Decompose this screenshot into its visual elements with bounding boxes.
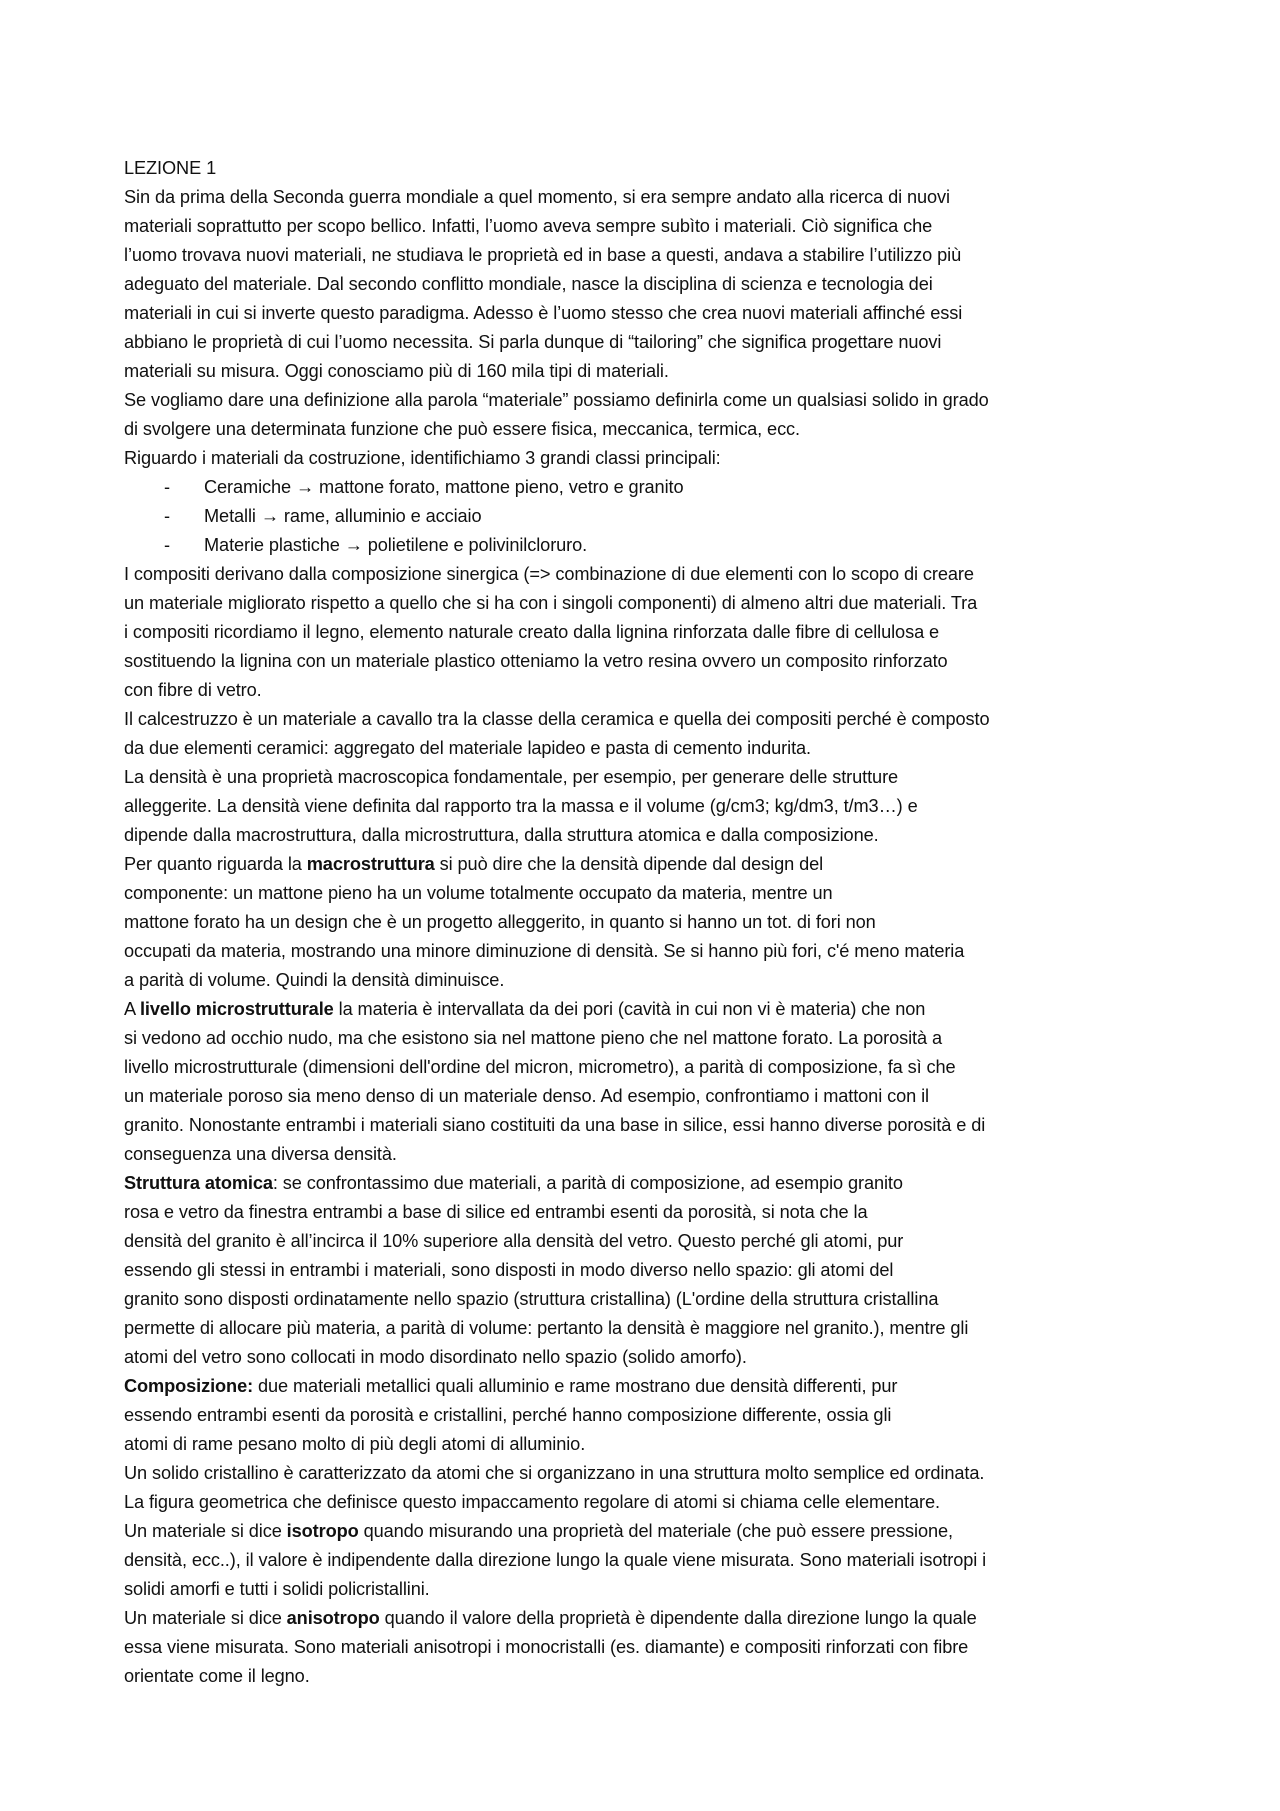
paragraph-macrostructure: Per quanto riguarda la macrostruttura si può dire che la densità dipende dal design del componente: un mattone pieno ha un volume totalmente occupato da materia, mentre un mattone forato ha un design che è un progetto alleggerito, in quanto si hanno un tot. di fori non occupati da materia, mostrando una minore diminuzione di densità. Se si hanno più fori, c'é meno materia a parità di volume. Quindi la densità diminuisce.	[124, 854, 965, 990]
paragraph-concrete: Il calcestruzzo è un materiale a cavallo tra la classe della ceramica e quella dei compositi perché è composto da due elementi ceramici: aggregato del materiale lapideo e pasta di cemento indurita.	[124, 709, 990, 758]
term-macrostruttura: macrostruttura	[306, 854, 435, 874]
material-classes-list	[124, 473, 1174, 560]
paragraph-definition: Se vogliamo dare una definizione alla parola “materiale” possiamo definirla come un qualsiasi solido in grado di svolgere una determinata funzione che può essere fisica, meccanica, termica, ecc.	[124, 390, 989, 439]
document-page	[124, 154, 1174, 1691]
term-struttura-atomica: Struttura atomica	[124, 1173, 273, 1193]
list-item: - Metalli → rame, alluminio e acciaio	[124, 502, 1174, 531]
list-item: - Materie plastiche → polietilene e polivinilcloruro.	[124, 531, 1174, 560]
paragraph-composition: Composizione: due materiali metallici quali alluminio e rame mostrano due densità differenti, pur essendo entrambi esenti da porosità e cristallini, perché hanno composizione differente, ossia gli atomi di rame pesano molto di più degli atomi di alluminio.	[124, 1376, 898, 1454]
paragraph-anisotropic: Un materiale si dice anisotropo quando il valore della proprietà è dipendente dalla direzione lungo la quale essa viene misurata. Sono materiali anisotropi i monocristalli (es. diamante) e compositi rinforzati con fibre orientate come il legno.	[124, 1608, 977, 1686]
paragraph-atomic-structure: Struttura atomica: se confrontassimo due materiali, a parità di composizione, ad esempio granito rosa e vetro da finestra entrambi a base di silice ed entrambi esenti da porosità, si nota che la densità del granito è all’incirca il 10% superiore alla densità del vetro. Questo perché gli atomi, pur essendo gli stessi in entrambi i materiali, sono disposti in modo diverso nello spazio: gli atomi del granito sono disposti ordinatamente nello spazio (struttura cristallina) (L'ordine della struttura cristallina permette di allocare più materia, a parità di volume: pertanto la densità è maggiore nel granito.), mentre gli atomi del vetro sono collocati in modo disordinato nello spazio (solido amorfo).	[124, 1173, 969, 1367]
paragraph-intro: Sin da prima della Seconda guerra mondiale a quel momento, si era sempre andato alla ricerca di nuovi materiali soprattutto per scopo bellico. Infatti, l’uomo aveva sempre subìto i materiali. Ciò significa che l’uomo trovava nuovi materiali, ne studiava le proprietà ed in base a questi, andava a stabilire l’utilizzo più adeguato del materiale. Dal secondo conflitto mondiale, nasce la disciplina di scienza e tecnologia dei materiali in cui si inverte questo paradigma. Adesso è l’uomo stesso che crea nuovi materiali affinché essi abbiano le proprietà di cui l’uomo necessita. Si parla dunque di “tailoring” che significa progettare nuovi materiali su misura. Oggi conosciamo più di 160 mila tipi di materiali.	[124, 187, 963, 381]
paragraph-crystalline-solid: Un solido cristallino è caratterizzato da atomi che si organizzano in una struttura molto semplice ed ordinata. La figura geometrica che definisce questo impaccamento regolare di atomi si chiama celle elementare.	[124, 1463, 985, 1512]
paragraph-microstructure: A livello microstrutturale la materia è intervallata da dei pori (cavità in cui non vi è materia) che non si vedono ad occhio nudo, ma che esistono sia nel mattone pieno che nel mattone forato. La porosità a livello microstrutturale (dimensioni dell'ordine del micron, micrometro), a parità di composizione, fa sì che un materiale poroso sia meno denso di un materiale denso. Ad esempio, confrontiamo i mattoni con il granito. Nonostante entrambi i materiali siano costituiti da una base in silice, essi hanno diverse porosità e di conseguenza una diversa densità.	[124, 999, 986, 1164]
paragraph-composites: I compositi derivano dalla composizione sinergica (=> combinazione di due elementi con lo scopo di creare un materiale migliorato rispetto a quello che si ha con i singoli componenti) di almeno altri due materiali. Tra i compositi ricordiamo il legno, elemento naturale creato dalla lignina rinforzata dalle fibre di cellulosa e sostituendo la lignina con un materiale plastico otteniamo la vetro resina ovvero un composito rinforzato con fibre di vetro.	[124, 564, 978, 700]
dash-bullet: -	[164, 506, 170, 526]
list-item: - Ceramiche → mattone forato, mattone pieno, vetro e granito	[124, 473, 1174, 502]
paragraph-density: La densità è una proprietà macroscopica fondamentale, per esempio, per generare delle strutture alleggerite. La densità viene definita dal rapporto tra la massa e il volume (g/cm3; kg/dm3, t/m3…) e dipende dalla macrostruttura, dalla microstruttura, dalla struttura atomica e dalla composizione.	[124, 767, 918, 845]
arrow-right-icon: →	[296, 477, 315, 497]
paragraph-classes: Riguardo i materiali da costruzione, identifichiamo 3 grandi classi principali:	[124, 448, 721, 468]
term-isotropo: isotropo	[286, 1521, 359, 1541]
term-composizione: Composizione:	[124, 1376, 254, 1396]
arrow-right-icon: →	[260, 506, 279, 526]
term-livello-microstrutturale: livello microstrutturale	[139, 999, 334, 1019]
paragraph-isotropic: Un materiale si dice isotropo quando misurando una proprietà del materiale (che può essere pressione, densità, ecc..), il valore è indipendente dalla direzione lungo la quale viene misurata. Sono materiali isotropi i solidi amorfi e tutti i solidi policristallini.	[124, 1521, 987, 1599]
dash-bullet: -	[164, 535, 170, 555]
arrow-right-icon: →	[344, 535, 363, 555]
lesson-heading: LEZIONE 1	[124, 158, 217, 178]
term-anisotropo: anisotropo	[286, 1608, 380, 1628]
dash-bullet: -	[164, 477, 170, 497]
